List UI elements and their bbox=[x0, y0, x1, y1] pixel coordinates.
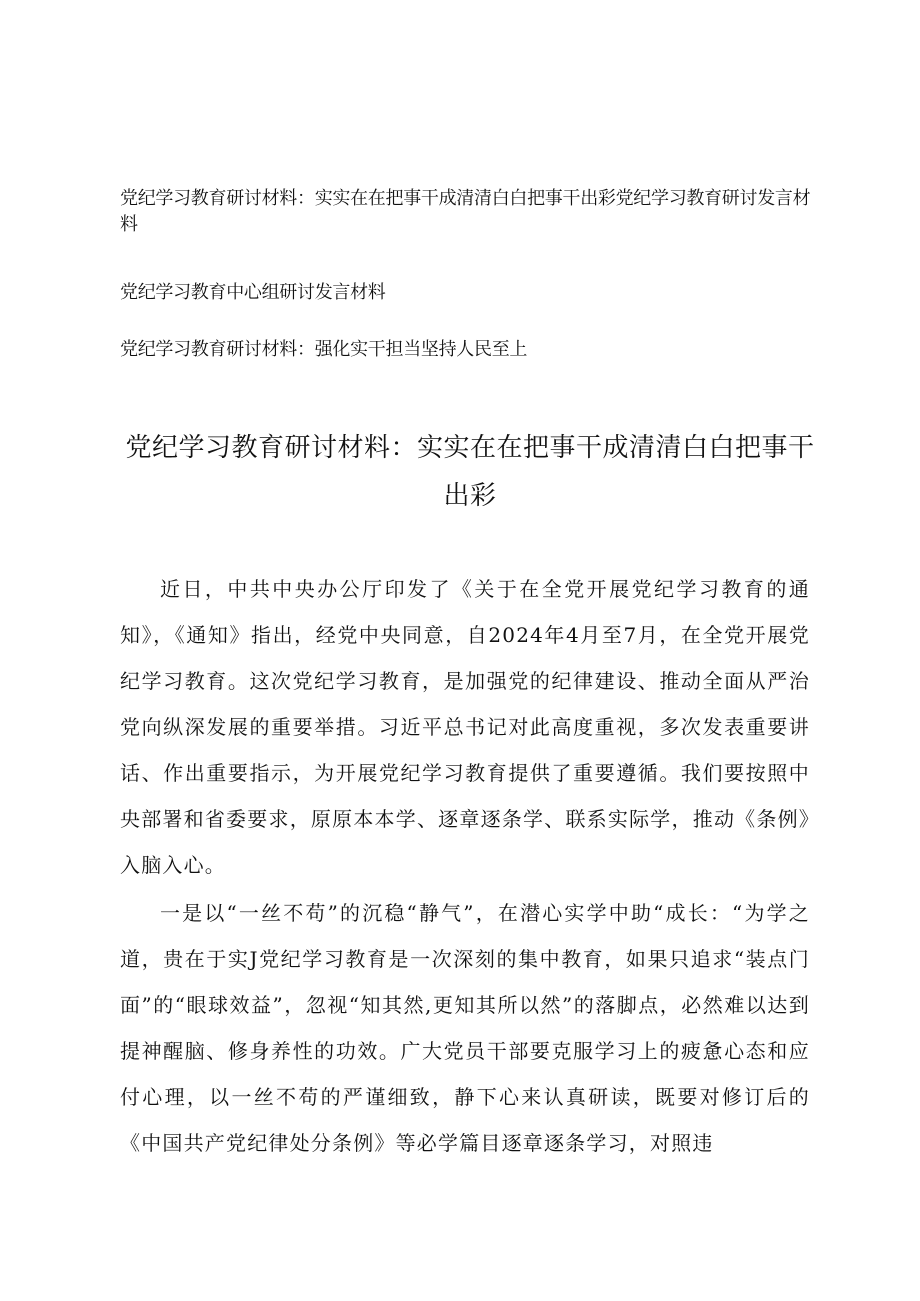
related-article-link[interactable]: 党纪学习教育研讨材料：实实在在把事干成清清白白把事干出彩党纪学习教育研讨发言材料 bbox=[120, 188, 811, 235]
article-body bbox=[120, 566, 810, 1166]
related-article-link[interactable]: 党纪学习教育中心组研讨发言材料 bbox=[120, 282, 386, 303]
related-articles-list bbox=[120, 186, 820, 360]
article-paragraph: 近日，中共中央办公厅印发了《关于在全党开展党纪学习教育的通知》，《通知》指出，经党中央同意，自2024年4月至7月，在全党开展党纪学习教育。这次党纪学习教育，是加强党的纪律建设、推动全面从严治党向纵深发展的重要举措。习近平总书记对此高度重视，多次发表重要讲话、作出重要指示，为开展党纪学习教育提供了重要遵循。我们要按照中央部署和省委要求，原原本本学、逐章逐条学、联系实际学，推动《条例》入脑入心。 bbox=[120, 577, 810, 877]
related-article-link[interactable]: 党纪学习教育研讨材料：强化实干担当坚持人民至上 bbox=[120, 339, 528, 360]
article-paragraph: 一是以“一丝不苟”的沉稳“静气”，在潜心实学中助“成长：“为学之道，贵在于实J党纪学习教育是一次深刻的集中教育，如果只追求“装点门面”的“眼球效益”，忽视“知其然,更知其所以然”的落脚点，必然难以达到提神醒脑、修身养性的功效。广大党员干部要克服学习上的疲惫心态和应付心理，以一丝不苟的严谨细致，静下心来认真研读，既要对修订后的《中国共产党纪律处分条例》等必学篇目逐章逐条学习，对照违 bbox=[120, 901, 810, 1155]
article-title: 党纪学习教育研讨材料：实实在在把事干成清清白白把事干出彩 bbox=[125, 433, 815, 511]
